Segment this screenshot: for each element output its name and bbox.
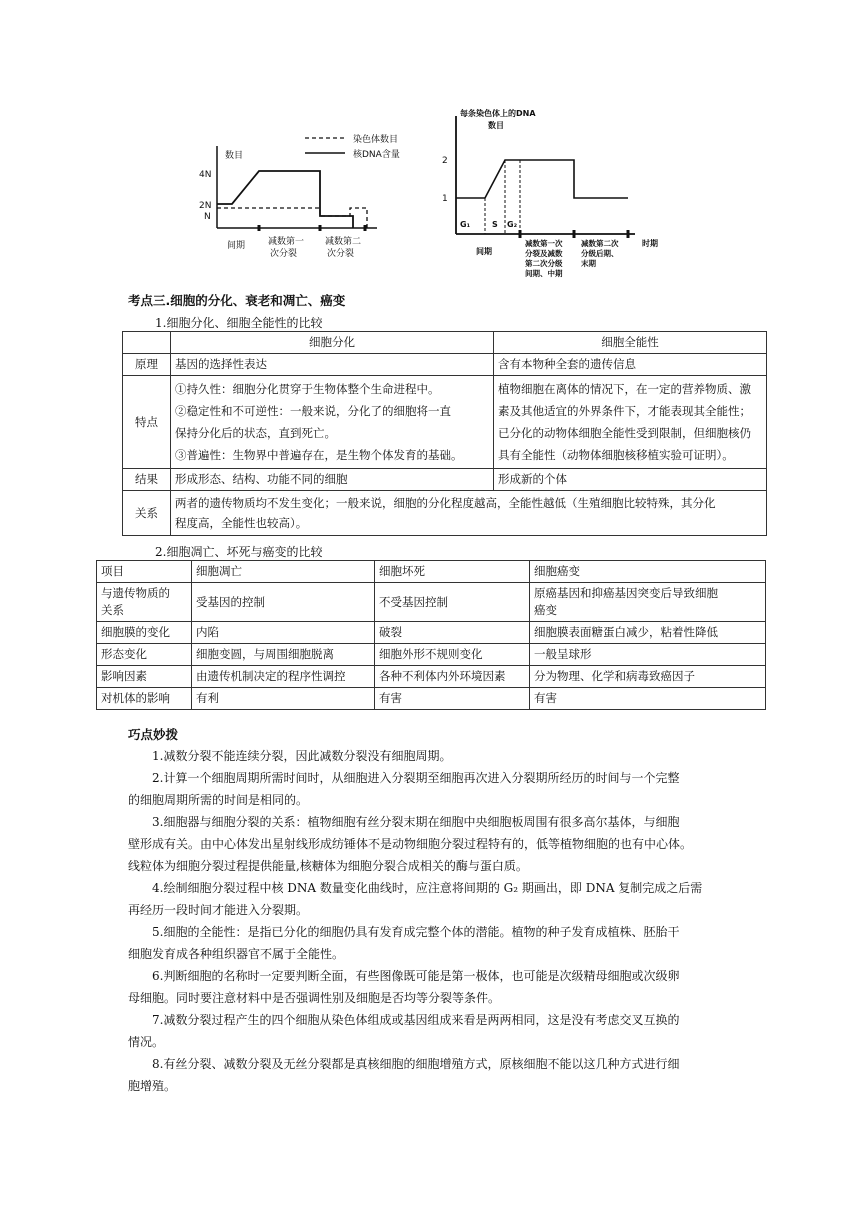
cell-line: 程度高，全能性也较高）。: [175, 516, 308, 530]
row-header: 结果: [123, 469, 171, 491]
y-title-line1: 每条染色体上的DNA: [460, 109, 536, 118]
y-axis-title: 数目: [225, 151, 244, 161]
chromosome-dna-graph: [195, 128, 400, 268]
y-tick-4n: 4N: [199, 170, 212, 180]
tip-item-8-cont: [128, 1075, 740, 1097]
tip-line: 母细胞。同时要注意材料中是否强调性别及细胞是否均等分裂等条件。: [128, 991, 501, 1005]
cell-line: 具有全能性（动物体细胞核移植实验可证明）。: [498, 448, 734, 462]
table-row: [123, 491, 767, 536]
y-title-line2: 数目: [488, 121, 504, 130]
table-cell: 形成形态、结构、功能不同的细胞: [171, 469, 494, 491]
table-row: [97, 561, 766, 583]
table-cell: 一般呈球形: [530, 644, 766, 666]
column-header: 细胞全能性: [494, 332, 767, 354]
tip-item-2-cont: [128, 789, 740, 811]
dna-content-line: [217, 171, 353, 228]
column-header: 细胞坏死: [375, 561, 530, 583]
cell-line: 癌变: [534, 603, 557, 617]
cell-line: 植物细胞在离体的情况下，在一定的营养物质、激: [498, 382, 751, 396]
table-cell: 基因的选择性表达: [171, 354, 494, 376]
cell-line: ②稳定性和不可逆性：一般来说，分化了的细胞将一直: [175, 404, 451, 418]
row-header: 关系: [123, 491, 171, 536]
phase-g2-label: G₂: [507, 220, 518, 229]
row-header: 特点: [123, 376, 171, 469]
table-row: [97, 688, 766, 710]
table-row: [123, 469, 767, 491]
tip-item-4-cont: [128, 899, 740, 921]
column-header: 项目: [97, 561, 192, 583]
tip-line: 胞增殖。: [128, 1079, 177, 1093]
tip-item-8: [128, 1053, 740, 1075]
table-row: [123, 332, 767, 354]
section-title: 考点三.细胞的分化、衰老和凋亡、癌变: [128, 293, 346, 308]
tips-title: 巧点妙拨: [128, 727, 179, 742]
tip-line: 8.有丝分裂、减数分裂及无丝分裂都是真核细胞的细胞增殖方式，原核细胞不能以这几种方式进行细: [152, 1057, 680, 1071]
x-label-meiosis-a: 减数第一次: [525, 239, 563, 248]
tip-line: 4.绘制细胞分裂过程中核 DNA 数量变化曲线时，应注意将间期的 G₂ 期画出，即 DNA 复制完成之后需: [152, 881, 703, 895]
x-label-meiosis1-b: 次分裂: [270, 249, 298, 259]
y-tick-2n: 2N: [199, 201, 212, 211]
column-header: 细胞癌变: [530, 561, 766, 583]
table-cell: 有害: [530, 688, 766, 710]
legend-chrom-label: 染色体数目: [353, 135, 399, 145]
x-label-meiosis2-b: 次分裂: [327, 249, 355, 259]
tip-line: 1.减数分裂不能连续分裂，因此减数分裂没有细胞周期。: [152, 749, 452, 763]
tip-item-5: [128, 921, 740, 943]
tip-item-3-cont: [128, 833, 740, 855]
cell-line: 与遗传物质的: [101, 586, 170, 600]
table-cell: 受基因的控制: [192, 583, 375, 622]
x-label-meiosis-a: 第二次分级: [525, 259, 563, 268]
tip-item-5-cont: [128, 943, 740, 965]
table-row: [97, 583, 766, 622]
x-label-meiosis2-a: 减数第二: [325, 237, 362, 247]
x-label-meiosis1-a: 减数第一: [268, 237, 305, 247]
tip-line: 细胞发育成各种组织器官不属于全能性。: [128, 947, 345, 961]
table-cell: 内陷: [192, 622, 375, 644]
table-cell: 破裂: [375, 622, 530, 644]
cell-line: 已分化的动物体细胞全能性受到限制，但细胞核仍: [498, 426, 751, 440]
tip-item-1: [128, 745, 740, 767]
table-cell: 细胞变圆，与周围细胞脱离: [192, 644, 375, 666]
table-cell: 各种不利体内外环境因素: [375, 666, 530, 688]
tip-line: 2.计算一个细胞周期所需时间时，从细胞进入分裂期至细胞再次进入分裂期所经历的时间与一个完整: [152, 771, 680, 785]
y-tick-1: 1: [442, 194, 448, 204]
y-tick-n: N: [204, 212, 211, 222]
x-label-meiosis-a: 间期、中期: [525, 269, 563, 278]
table-cell: [171, 491, 767, 536]
legend-dna-label: 核DNA含量: [353, 150, 400, 160]
cell-line: 原癌基因和抑癌基因突变后导致细胞: [534, 586, 718, 600]
table-row: [123, 354, 767, 376]
cell-line: ③普遍性：生物界中普遍存在，是生物个体发育的基础。: [175, 448, 463, 462]
tip-line: 3.细胞器与细胞分裂的关系：植物细胞有丝分裂末期在细胞中央细胞板周围有很多高尔基体，与细胞: [152, 815, 680, 829]
tip-line: 壁形成有关。由中心体发出星射线形成纺锤体不是动物细胞分裂过程特有的，低等植物细胞的也有中心体。: [128, 837, 693, 851]
dna-per-chromosome-line: [456, 160, 628, 198]
table-row: [97, 622, 766, 644]
tip-line: 5.细胞的全能性：是指已分化的细胞仍具有发育成完整个体的潜能。植物的种子发育成植株、胚胎干: [152, 925, 680, 939]
x-label-meiosis-b: 减数第二次: [581, 239, 619, 248]
phase-s-label: S: [492, 220, 498, 229]
table-cell: [530, 583, 766, 622]
cell-line: 关系: [101, 603, 124, 617]
tip-line: 的细胞周期所需的时间是相同的。: [128, 793, 309, 807]
tip-item-6-cont: [128, 987, 740, 1009]
table-cell: 含有本物种全套的遗传信息: [494, 354, 767, 376]
table-cell: 细胞外形不规则变化: [375, 644, 530, 666]
cell-line: 素及其他适宜的外界条件下，才能表现其全能性；: [498, 404, 751, 418]
cell-line: ①持久性：细胞分化贯穿于生物体整个生命进程中。: [175, 382, 440, 396]
table-cell: [171, 376, 494, 469]
tip-line: 7.减数分裂过程产生的四个细胞从染色体组成或基因组成来看是两两相同，这是没有考虑交叉互换的: [152, 1013, 680, 1027]
table-cell: 不受基因控制: [375, 583, 530, 622]
table-row: [97, 644, 766, 666]
column-header: 细胞凋亡: [192, 561, 375, 583]
table-cell: [123, 332, 171, 354]
x-axis-title: 时期: [642, 239, 658, 248]
row-header: 形态变化: [97, 644, 192, 666]
tip-item-7: [128, 1009, 740, 1031]
row-header: 细胞膜的变化: [97, 622, 192, 644]
dna-per-chromosome-graph: [440, 104, 680, 289]
table-cell: 有利: [192, 688, 375, 710]
phase-g1-label: G₁: [460, 220, 471, 229]
tip-item-3: [128, 811, 740, 833]
tip-line: 6.判断细胞的名称时一定要判断全面，有些图像既可能是第一极体，也可能是次级精母细胞或次级卵: [152, 969, 680, 983]
row-header: [97, 583, 192, 622]
x-label-interphase: 间期: [476, 247, 492, 256]
tip-line: 情况。: [128, 1035, 165, 1049]
tip-item-4: [128, 877, 740, 899]
x-label-meiosis-b: 末期: [581, 259, 596, 268]
chromosome-count-line: [217, 208, 367, 228]
row-header: 对机体的影响: [97, 688, 192, 710]
y-tick-2: 2: [442, 156, 448, 166]
table-cell: 形成新的个体: [494, 469, 767, 491]
tip-line: 再经历一段时间才能进入分裂期。: [128, 903, 309, 917]
tip-item-2: [128, 767, 740, 789]
tips-list: [128, 745, 740, 1097]
table-row: [97, 666, 766, 688]
differentiation-totipotency-table: [122, 331, 767, 536]
tip-item-3-cont: [128, 855, 740, 877]
tip-line: 线粒体为细胞分裂过程提供能量,核糖体为细胞分裂合成相关的酶与蛋白质。: [128, 859, 528, 873]
table-cell: 有害: [375, 688, 530, 710]
row-header: 原理: [123, 354, 171, 376]
cell-line: 两者的遗传物质均不发生变化；一般来说，细胞的分化程度越高，全能性越低（生殖细胞比较特殊，其分化: [175, 496, 716, 510]
x-label-meiosis-b: 分级后期、: [581, 249, 619, 258]
subsection-title-2: 2.细胞凋亡、坏死与癌变的比较: [155, 545, 323, 559]
tip-item-6: [128, 965, 740, 987]
table-cell: [494, 376, 767, 469]
table-cell: 分为物理、化学和病毒致癌因子: [530, 666, 766, 688]
x-label-interphase: 间期: [227, 241, 246, 251]
cell-line: 保持分化后的状态，直到死亡。: [175, 426, 336, 440]
table-cell: 由遗传机制决定的程序性调控: [192, 666, 375, 688]
apoptosis-necrosis-cancer-table: [96, 560, 766, 710]
tip-item-7-cont: [128, 1031, 740, 1053]
subsection-title-1: 1.细胞分化、细胞全能性的比较: [155, 316, 323, 330]
row-header: 影响因素: [97, 666, 192, 688]
table-row: [123, 376, 767, 469]
x-label-meiosis-a: 分裂及减数: [525, 249, 563, 258]
table-cell: 细胞膜表面糖蛋白减少，粘着性降低: [530, 622, 766, 644]
column-header: 细胞分化: [171, 332, 494, 354]
